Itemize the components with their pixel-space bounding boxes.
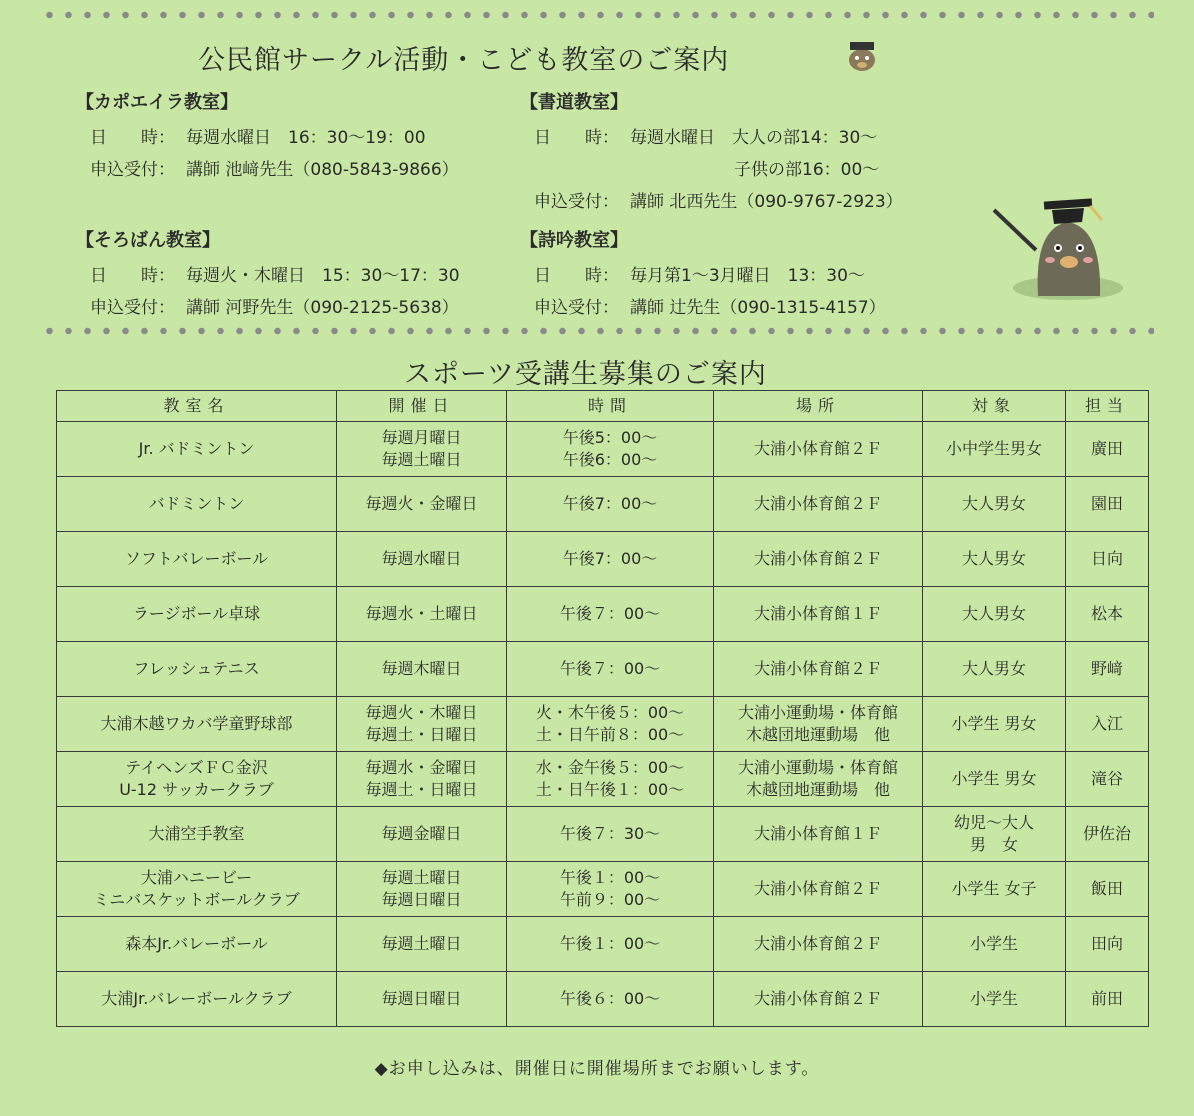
cell-target: [923, 532, 1066, 587]
cell-class-name: [57, 917, 337, 972]
cell-line: 午後7：00～: [562, 549, 658, 568]
sports-table-body: [57, 422, 1149, 1027]
table-row: [57, 917, 1149, 972]
cell-line: 午後７：30～: [559, 824, 661, 843]
cell-class-name: [57, 477, 337, 532]
cell-line: 午後１：00～: [559, 868, 661, 887]
class-shigin: [520, 226, 886, 324]
cell-class-name: [57, 972, 337, 1027]
cell-time: [507, 917, 714, 972]
cell-line: 木越団地運動場 他: [745, 780, 890, 799]
class-calligraphy: [520, 88, 903, 218]
cell-line: 小学生: [969, 934, 1018, 953]
datetime-label: 日 時：: [90, 266, 175, 286]
cell-line: 小学生 女子: [951, 879, 1037, 898]
cell-days: [337, 642, 507, 697]
cell-line: 土・日午前８：00～: [535, 725, 685, 744]
cell-line: 毎週火・金曜日: [365, 494, 478, 513]
cell-line: 午後７：00～: [559, 604, 661, 623]
cell-line: 大浦小体育館２Ｆ: [753, 989, 882, 1008]
cell-line: 大浦小体育館２Ｆ: [753, 659, 882, 678]
cell-days: [337, 972, 507, 1027]
table-row: [57, 697, 1149, 752]
cell-target: [923, 422, 1066, 477]
cell-line: 小中学生男女: [945, 439, 1042, 458]
table-row: [57, 587, 1149, 642]
cell-time: [507, 477, 714, 532]
cell-class-name: [57, 422, 337, 477]
cell-days: [337, 807, 507, 862]
cell-target: [923, 807, 1066, 862]
cell-line: 男 女: [969, 835, 1018, 854]
cell-line: 森本Jr.バレーボール: [125, 934, 268, 953]
cell-class-name: [57, 697, 337, 752]
cell-line: バドミントン: [148, 494, 245, 513]
cell-place: [714, 532, 923, 587]
cell-class-name: [57, 642, 337, 697]
cell-line: 午後７：00～: [559, 659, 661, 678]
cell-line: 大浦小運動場・体育館: [737, 703, 898, 722]
cell-line: 毎週金曜日: [381, 824, 462, 843]
cell-line: 木越団地運動場 他: [745, 725, 890, 744]
datetime-value: 毎週水曜日 大人の部14：30～: [630, 128, 878, 148]
table-header-row: [57, 391, 1149, 422]
cell-line: テイヘンズＦＣ金沢: [125, 758, 268, 777]
cell-staff: 滝谷: [1066, 752, 1149, 807]
cell-line: 大浦空手教室: [148, 824, 245, 843]
cell-staff: 伊佐治: [1066, 807, 1149, 862]
cell-place: [714, 807, 923, 862]
class-shigin-name: 【詩吟教室】: [520, 230, 628, 251]
cell-line: 毎週土曜日: [381, 868, 462, 887]
cell-line: 大人男女: [961, 659, 1026, 678]
cell-line: 大人男女: [961, 549, 1026, 568]
cell-target: [923, 642, 1066, 697]
cell-days: [337, 697, 507, 752]
cell-days: [337, 477, 507, 532]
cell-class-name: [57, 862, 337, 917]
cell-line: 大浦小運動場・体育館: [737, 758, 898, 777]
header-days: 開催日: [337, 391, 507, 422]
cell-target: [923, 477, 1066, 532]
cell-line: Jr. バドミントン: [138, 439, 255, 458]
cell-staff: 飯田: [1066, 862, 1149, 917]
cell-place: [714, 587, 923, 642]
cell-place: [714, 752, 923, 807]
cell-line: 大浦小体育館２Ｆ: [753, 439, 882, 458]
cell-line: 毎週土曜日: [381, 450, 462, 469]
cell-line: 小学生 男女: [951, 769, 1037, 788]
table-row: [57, 807, 1149, 862]
header-staff: 担当: [1066, 391, 1149, 422]
cell-line: 毎週日曜日: [381, 989, 462, 1008]
cell-time: [507, 697, 714, 752]
cell-line: 小学生 男女: [951, 714, 1037, 733]
cell-line: 午前９：00～: [559, 890, 661, 909]
table-row: [57, 477, 1149, 532]
cell-line: ミニバスケットボールクラブ: [93, 890, 300, 909]
cell-staff: 日向: [1066, 532, 1149, 587]
cell-line: 大浦Jr.バレーボールクラブ: [101, 989, 292, 1008]
cell-class-name: [57, 532, 337, 587]
cell-place: [714, 642, 923, 697]
cell-class-name: [57, 752, 337, 807]
table-row: [57, 422, 1149, 477]
cell-place: [714, 477, 923, 532]
class-soroban: [76, 226, 460, 324]
cell-target: [923, 862, 1066, 917]
cell-days: [337, 917, 507, 972]
cell-line: 毎週木曜日: [381, 659, 462, 678]
application-note: ◆お申し込みは、開催日に開催場所までお願いします。: [374, 1059, 820, 1079]
cell-place: [714, 697, 923, 752]
apply-value: 講師 辻先生（090-1315-4157）: [630, 298, 886, 318]
apply-label: 申込受付：: [90, 160, 175, 180]
cell-target: [923, 972, 1066, 1027]
cell-line: 午後5：00～: [562, 428, 658, 447]
cell-line: 毎週水・土曜日: [365, 604, 478, 623]
class-capoeira: [76, 88, 459, 186]
cell-line: 毎週土・日曜日: [365, 780, 478, 799]
mascot-small-icon: [842, 34, 882, 74]
cell-line: 大浦小体育館２Ｆ: [753, 494, 882, 513]
table-row: [57, 862, 1149, 917]
cell-class-name: [57, 587, 337, 642]
table-row: [57, 532, 1149, 587]
cell-place: [714, 862, 923, 917]
cell-days: [337, 422, 507, 477]
cell-line: 午後6：00～: [562, 450, 658, 469]
cell-days: [337, 752, 507, 807]
cell-days: [337, 587, 507, 642]
cell-line: 毎週火・木曜日: [365, 703, 478, 722]
table-row: [57, 752, 1149, 807]
cell-time: [507, 862, 714, 917]
cell-target: [923, 697, 1066, 752]
cell-target: [923, 917, 1066, 972]
cell-staff: 田向: [1066, 917, 1149, 972]
cell-line: 午後7：00～: [562, 494, 658, 513]
datetime-label: 日 時：: [534, 266, 619, 286]
apply-label: 申込受付：: [90, 298, 175, 318]
top-dotted-divider: [40, 10, 1154, 20]
datetime-value: 毎月第1～3月曜日 13：30～: [630, 266, 865, 286]
cell-line: 午後６：00～: [559, 989, 661, 1008]
datetime-value: 毎週火・木曜日 15：30～17：30: [186, 266, 460, 286]
circle-section-title: 公民館サークル活動・こども教室のご案内: [198, 45, 730, 76]
cell-line: 大浦小体育館２Ｆ: [753, 879, 882, 898]
cell-line: 大浦木越ワカバ学童野球部: [100, 714, 293, 733]
cell-line: 火・木午後５：00～: [535, 703, 685, 722]
cell-place: [714, 917, 923, 972]
cell-line: 大浦小体育館１Ｆ: [753, 604, 882, 623]
cell-line: 毎週日曜日: [381, 890, 462, 909]
teacher-mascot-icon: [988, 188, 1128, 308]
cell-time: [507, 752, 714, 807]
cell-line: 大浦ハニービー: [140, 868, 253, 887]
cell-target: [923, 752, 1066, 807]
apply-value: 講師 北西先生（090-9767-2923）: [630, 192, 903, 212]
datetime-label: 日 時：: [534, 128, 619, 148]
cell-line: 大人男女: [961, 604, 1026, 623]
cell-line: U-12 サッカークラブ: [119, 780, 274, 799]
cell-time: [507, 972, 714, 1027]
cell-staff: 前田: [1066, 972, 1149, 1027]
cell-line: 大人男女: [961, 494, 1026, 513]
cell-time: [507, 422, 714, 477]
datetime-label: 日 時：: [90, 128, 175, 148]
table-row: [57, 642, 1149, 697]
cell-line: フレッシュテニス: [133, 659, 260, 678]
cell-time: [507, 807, 714, 862]
header-class-name: 教室名: [57, 391, 337, 422]
datetime-value: 毎週水曜日 16：30～19：00: [186, 128, 426, 148]
cell-staff: 廣田: [1066, 422, 1149, 477]
cell-line: 水・金午後５：00～: [535, 758, 685, 777]
cell-time: [507, 532, 714, 587]
cell-staff: 入江: [1066, 697, 1149, 752]
sports-section-title: スポーツ受講生募集のご案内: [404, 359, 767, 390]
cell-days: [337, 532, 507, 587]
class-capoeira-name: 【カポエイラ教室】: [76, 92, 238, 113]
cell-line: 大浦小体育館２Ｆ: [753, 934, 882, 953]
table-row: [57, 972, 1149, 1027]
cell-place: [714, 972, 923, 1027]
cell-line: 毎週土・日曜日: [365, 725, 478, 744]
cell-line: 毎週水・金曜日: [365, 758, 478, 777]
apply-value: 講師 池﨑先生（080-5843-9866）: [186, 160, 459, 180]
cell-staff: 園田: [1066, 477, 1149, 532]
cell-place: [714, 422, 923, 477]
cell-line: 毎週月曜日: [381, 428, 462, 447]
cell-days: [337, 862, 507, 917]
apply-label: 申込受付：: [534, 298, 619, 318]
cell-line: ソフトバレーボール: [124, 549, 269, 568]
class-soroban-name: 【そろばん教室】: [76, 230, 220, 251]
cell-line: 午後１：00～: [559, 934, 661, 953]
cell-line: 小学生: [969, 989, 1018, 1008]
cell-class-name: [57, 807, 337, 862]
cell-line: 大浦小体育館２Ｆ: [753, 549, 882, 568]
datetime-value-2: 子供の部16：00～: [734, 160, 880, 180]
cell-target: [923, 587, 1066, 642]
cell-line: 毎週水曜日: [381, 549, 462, 568]
apply-value: 講師 河野先生（090-2125-5638）: [186, 298, 459, 318]
header-place: 場所: [714, 391, 923, 422]
cell-line: 土・日午後１：00～: [535, 780, 685, 799]
class-calligraphy-name: 【書道教室】: [520, 92, 628, 113]
header-time: 時間: [507, 391, 714, 422]
cell-staff: 野﨑: [1066, 642, 1149, 697]
cell-line: 大浦小体育館１Ｆ: [753, 824, 882, 843]
header-target: 対象: [923, 391, 1066, 422]
middle-dotted-divider: [40, 326, 1154, 336]
cell-line: 毎週土曜日: [381, 934, 462, 953]
cell-staff: 松本: [1066, 587, 1149, 642]
cell-line: ラージボール卓球: [132, 604, 261, 623]
apply-label: 申込受付：: [534, 192, 619, 212]
cell-line: 幼児～大人: [953, 813, 1034, 832]
sports-table: [56, 390, 1149, 1027]
cell-time: [507, 642, 714, 697]
cell-time: [507, 587, 714, 642]
